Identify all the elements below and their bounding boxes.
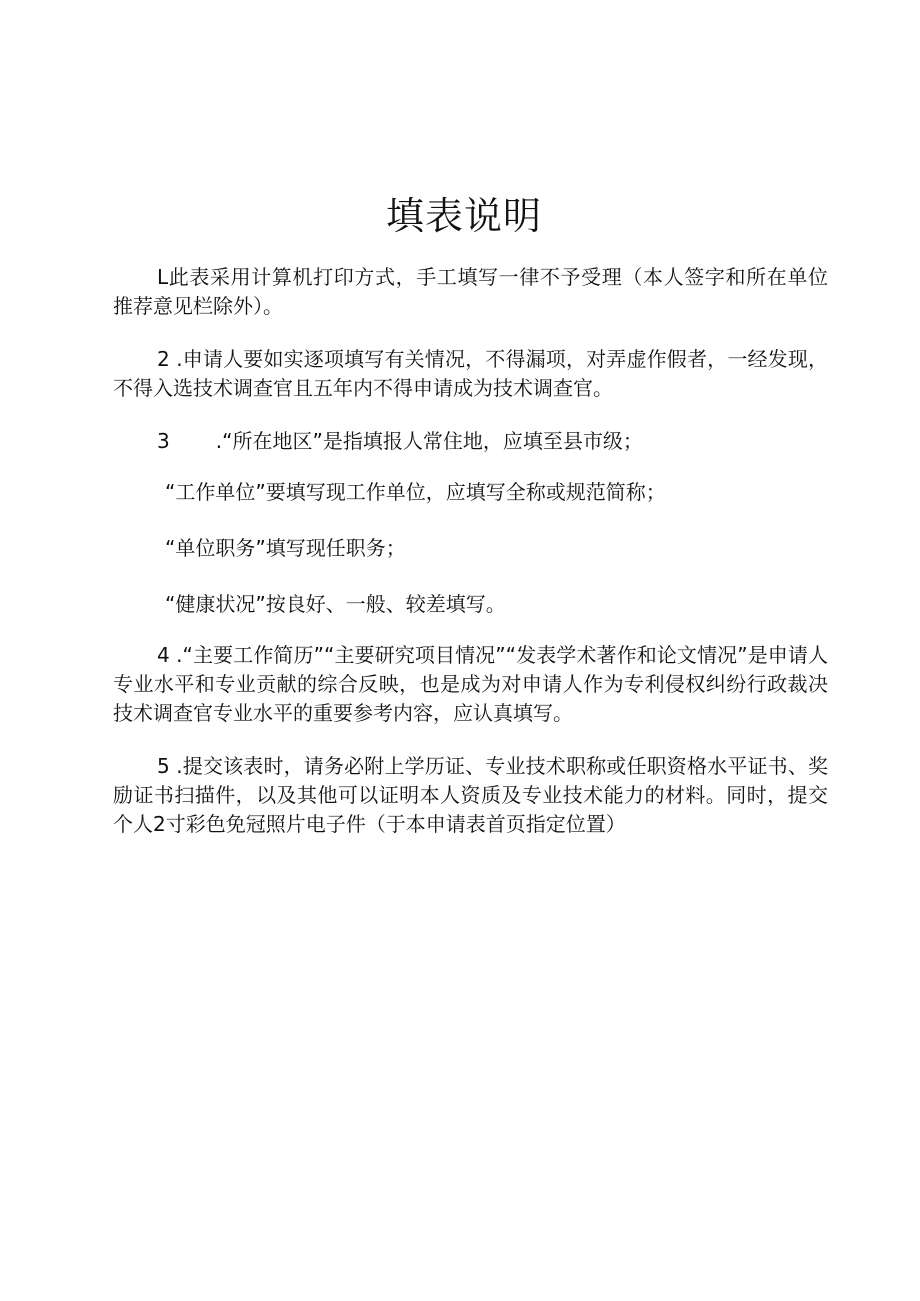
- instruction-item-5: 5 .提交该表时，请务必附上学历证、专业技术职称或任职资格水平证书、奖励证书扫描件，以及其他可以证明本人资质及专业技术能力的材料。同时，提交个人2寸彩色免冠照片电子件（于本申请表首页指定位置）: [113, 754, 828, 836]
- instruction-item-4: 4 .“主要工作简历”“主要研究项目情况”“发表学术著作和论文情况”是申请人专业水平和专业贡献的综合反映，也是成为对申请人作为专利侵权纠纷行政裁决技术调查官专业水平的重要参考内容，应认真填写。: [113, 643, 828, 725]
- instruction-item-2: 2 .申请人要如实逐项填写有关情况，不得漏项，对弄虚作假者，一经发现，不得入选技术调查官且五年内不得申请成为技术调查官。: [113, 347, 828, 400]
- instruction-item-3-text: .“所在地区”是指填报人常住地，应填至县市级；: [215, 429, 643, 453]
- instruction-item-3-number: 3: [157, 429, 170, 453]
- page-title: 填表说明: [385, 194, 542, 238]
- instruction-item-3-sub-3: “健康状况”按良好、一般、较差填写。: [165, 592, 506, 616]
- instruction-item-3-sub-2: “单位职务”填写现任职务；: [165, 536, 406, 560]
- instructions-body: [113, 263, 828, 863]
- instruction-item-3-sub-1: “工作单位”要填写现工作单位，应填写全称或规范简称；: [165, 480, 666, 504]
- instruction-item-3: [113, 427, 828, 456]
- instruction-item-1: L此表采用计算机打印方式，手工填写一律不予受理（本人签字和所在单位推荐意见栏除外）。: [113, 265, 828, 318]
